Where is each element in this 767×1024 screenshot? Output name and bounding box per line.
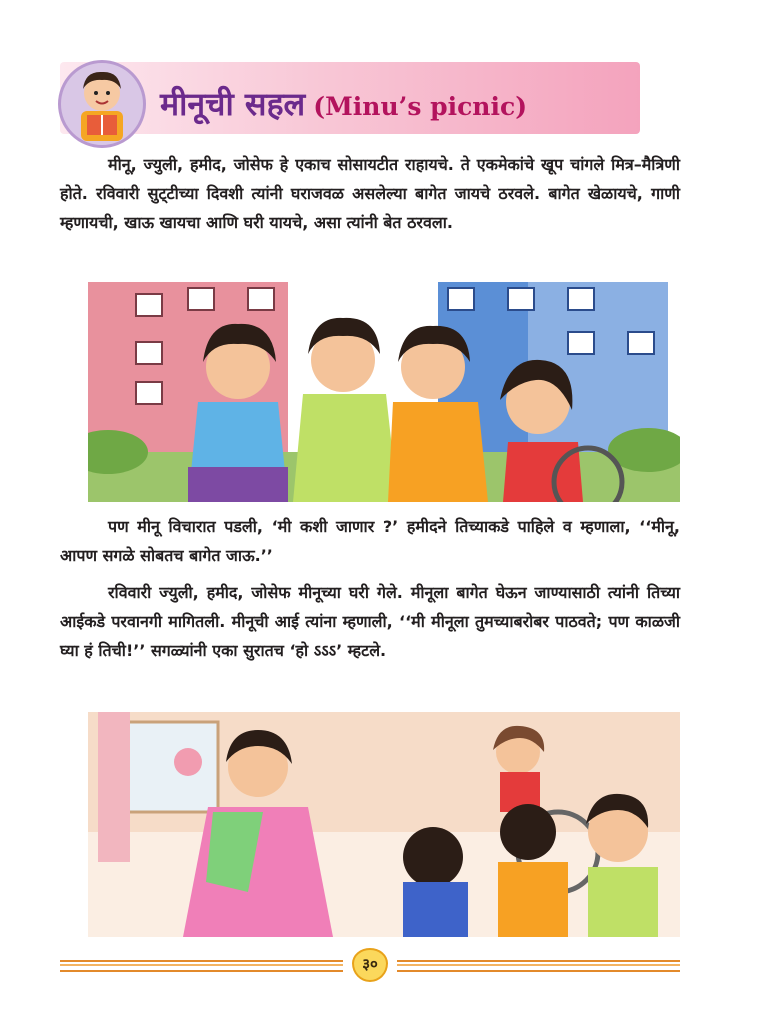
paragraph-2: पण मीनू विचारात पडली, ‘मी कशी जाणार ?’ हमीदने तिच्याकडे पाहिले व म्हणाला, ‘‘मीनू, आपण सगळे सोबतच बागेत जाऊ.’’ <box>60 517 680 565</box>
reading-child-avatar-icon <box>58 60 146 148</box>
page-number: ३० <box>352 948 388 982</box>
illustration-children-meeting <box>88 282 680 502</box>
title-marathi: मीनूची सहल <box>160 85 306 123</box>
paragraph-1: मीनू, ज्युली, हमीद, जोसेफ हे एकाच सोसायटीत राहायचे. ते एकमेकांचे खूप चांगले मित्र–मैत्रिणी होते. रविवारी सुट्‌टीच्या दिवशी त्यांनी घराजवळ असलेल्या बागेत जायचे ठरवले. बागेत खेळायचे, गाणी म्हणायची, खाऊ खायचा आणि घरी यायचे, असा त्यांनी बेत ठरवला. <box>60 155 680 232</box>
page-title <box>160 82 527 122</box>
paragraph-3: रविवारी ज्युली, हमीद, जोसेफ मीनूच्या घरी गेले. मीनूला बागेत घेऊन जाण्यासाठी त्यांनी तिच्या आईकडे परवानगी मागितली. मीनूची आई त्यांना म्हणाली, ‘‘मी मीनूला तुमच्याबरोबर पाठवते; पण काळजी घ्या हं तिची!’’ सगळ्यांनी एका सुरातच ‘हो ऽऽऽ’ म्हटले. <box>60 583 680 660</box>
title-english: (Minu’s picnic) <box>313 92 528 121</box>
page-footer <box>60 952 680 982</box>
illustration-mother-and-children <box>88 712 680 937</box>
footer-rule-left <box>60 960 343 972</box>
footer-rule-right <box>397 960 680 972</box>
